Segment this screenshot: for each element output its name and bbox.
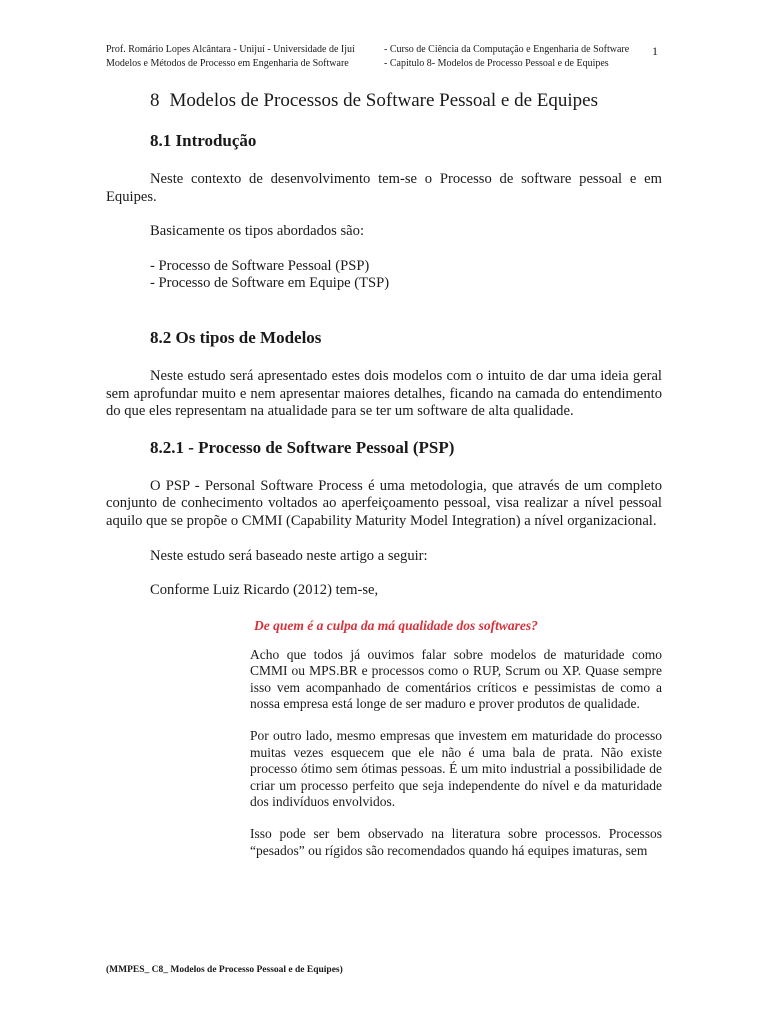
- citation-paragraph: Conforme Luiz Ricardo (2012) tem-se,: [150, 582, 379, 599]
- section-heading-types: 8.2 Os tipos de Modelos: [150, 327, 322, 347]
- article-intro-paragraph: Neste estudo será baseado neste artigo a seguir:: [150, 547, 428, 564]
- quote-paragraph-1: Acho que todos já ouvimos falar sobre modelos de maturidade como CMMI ou MPS.BR e processos como o RUP, Scrum ou XP. Quase sempre isso vem acompanhado de comentários críticos e pessimistas de como a nossa empresa está longe de ser maduro e prover produtos de qualidade.: [250, 646, 662, 711]
- page-content: [106, 88, 662, 859]
- quote-paragraph-2: Por outro lado, mesmo empresas que investem em maturidade do processo muitas vezes esquecem que ele não é uma bala de prata. Não existe processo ótimo sem ótimas pessoas. É um mito industrial a possibilidade de criar um processo perfeito que seja independente do nível e da maturidade dos indivíduos envolvidos.: [250, 728, 662, 809]
- list-item-tsp: - Processo de Software em Equipe (TSP): [150, 275, 390, 292]
- types-paragraph: Neste estudo será apresentado estes dois modelos com o intuito de dar uma ideia geral sem aprofundar muito e nem apresentar maiores detalhes, ficando na camada do entendimento do que eles representam na atualidade para se ter um software de alta qualidade.: [106, 367, 662, 420]
- header-author-line: Prof. Romário Lopes Alcântara - Unijuí - Universidade de Ijuí: [106, 44, 355, 55]
- quote-paragraph-3: Isso pode ser bem observado na literatura sobre processos. Processos “pesados” ou rígidos são recomendados quando há equipes imaturas, sem: [250, 826, 662, 858]
- section-heading-intro: 8.1 Introdução: [150, 131, 257, 150]
- chapter-number: 8: [150, 90, 160, 111]
- page-number: 1: [652, 44, 658, 58]
- quote-title: De quem é a culpa da má qualidade dos softwares?: [254, 617, 538, 633]
- page-footer: (MMPES_ C8_ Modelos de Processo Pessoal e de Equipes): [106, 965, 343, 975]
- header-right: [384, 43, 629, 71]
- chapter-title: Modelos de Processos de Software Pessoal e de Equipes: [169, 90, 598, 111]
- chapter-heading: [150, 88, 662, 114]
- section-heading-psp: 8.2.1 - Processo de Software Pessoal (PSP): [150, 437, 455, 457]
- header-program-line: - Curso de Ciência da Computação e Engenharia de Software: [384, 44, 630, 55]
- intro-paragraph: Neste contexto de desenvolvimento tem-se o Processo de software pessoal e em Equipes.: [106, 171, 662, 205]
- psp-paragraph: O PSP - Personal Software Process é uma metodologia, que através de um completo conjunto de conhecimento voltados ao aperfeiçoamento pessoal, visa realizar a nível pessoal aquilo que se propõe o CMMI (Capability Maturity Model Integration) a nível organizacional.: [106, 477, 662, 529]
- header-course-line: Modelos e Métodos de Processo em Engenharia de Software: [106, 58, 349, 69]
- header-chapter-line: - Capitulo 8- Modelos de Processo Pessoal e de Equipes: [384, 58, 609, 69]
- header-left: [106, 43, 355, 71]
- types-intro-paragraph: Basicamente os tipos abordados são:: [150, 223, 364, 240]
- list-item-psp: - Processo de Software Pessoal (PSP): [150, 257, 370, 274]
- quoted-article: [250, 617, 662, 859]
